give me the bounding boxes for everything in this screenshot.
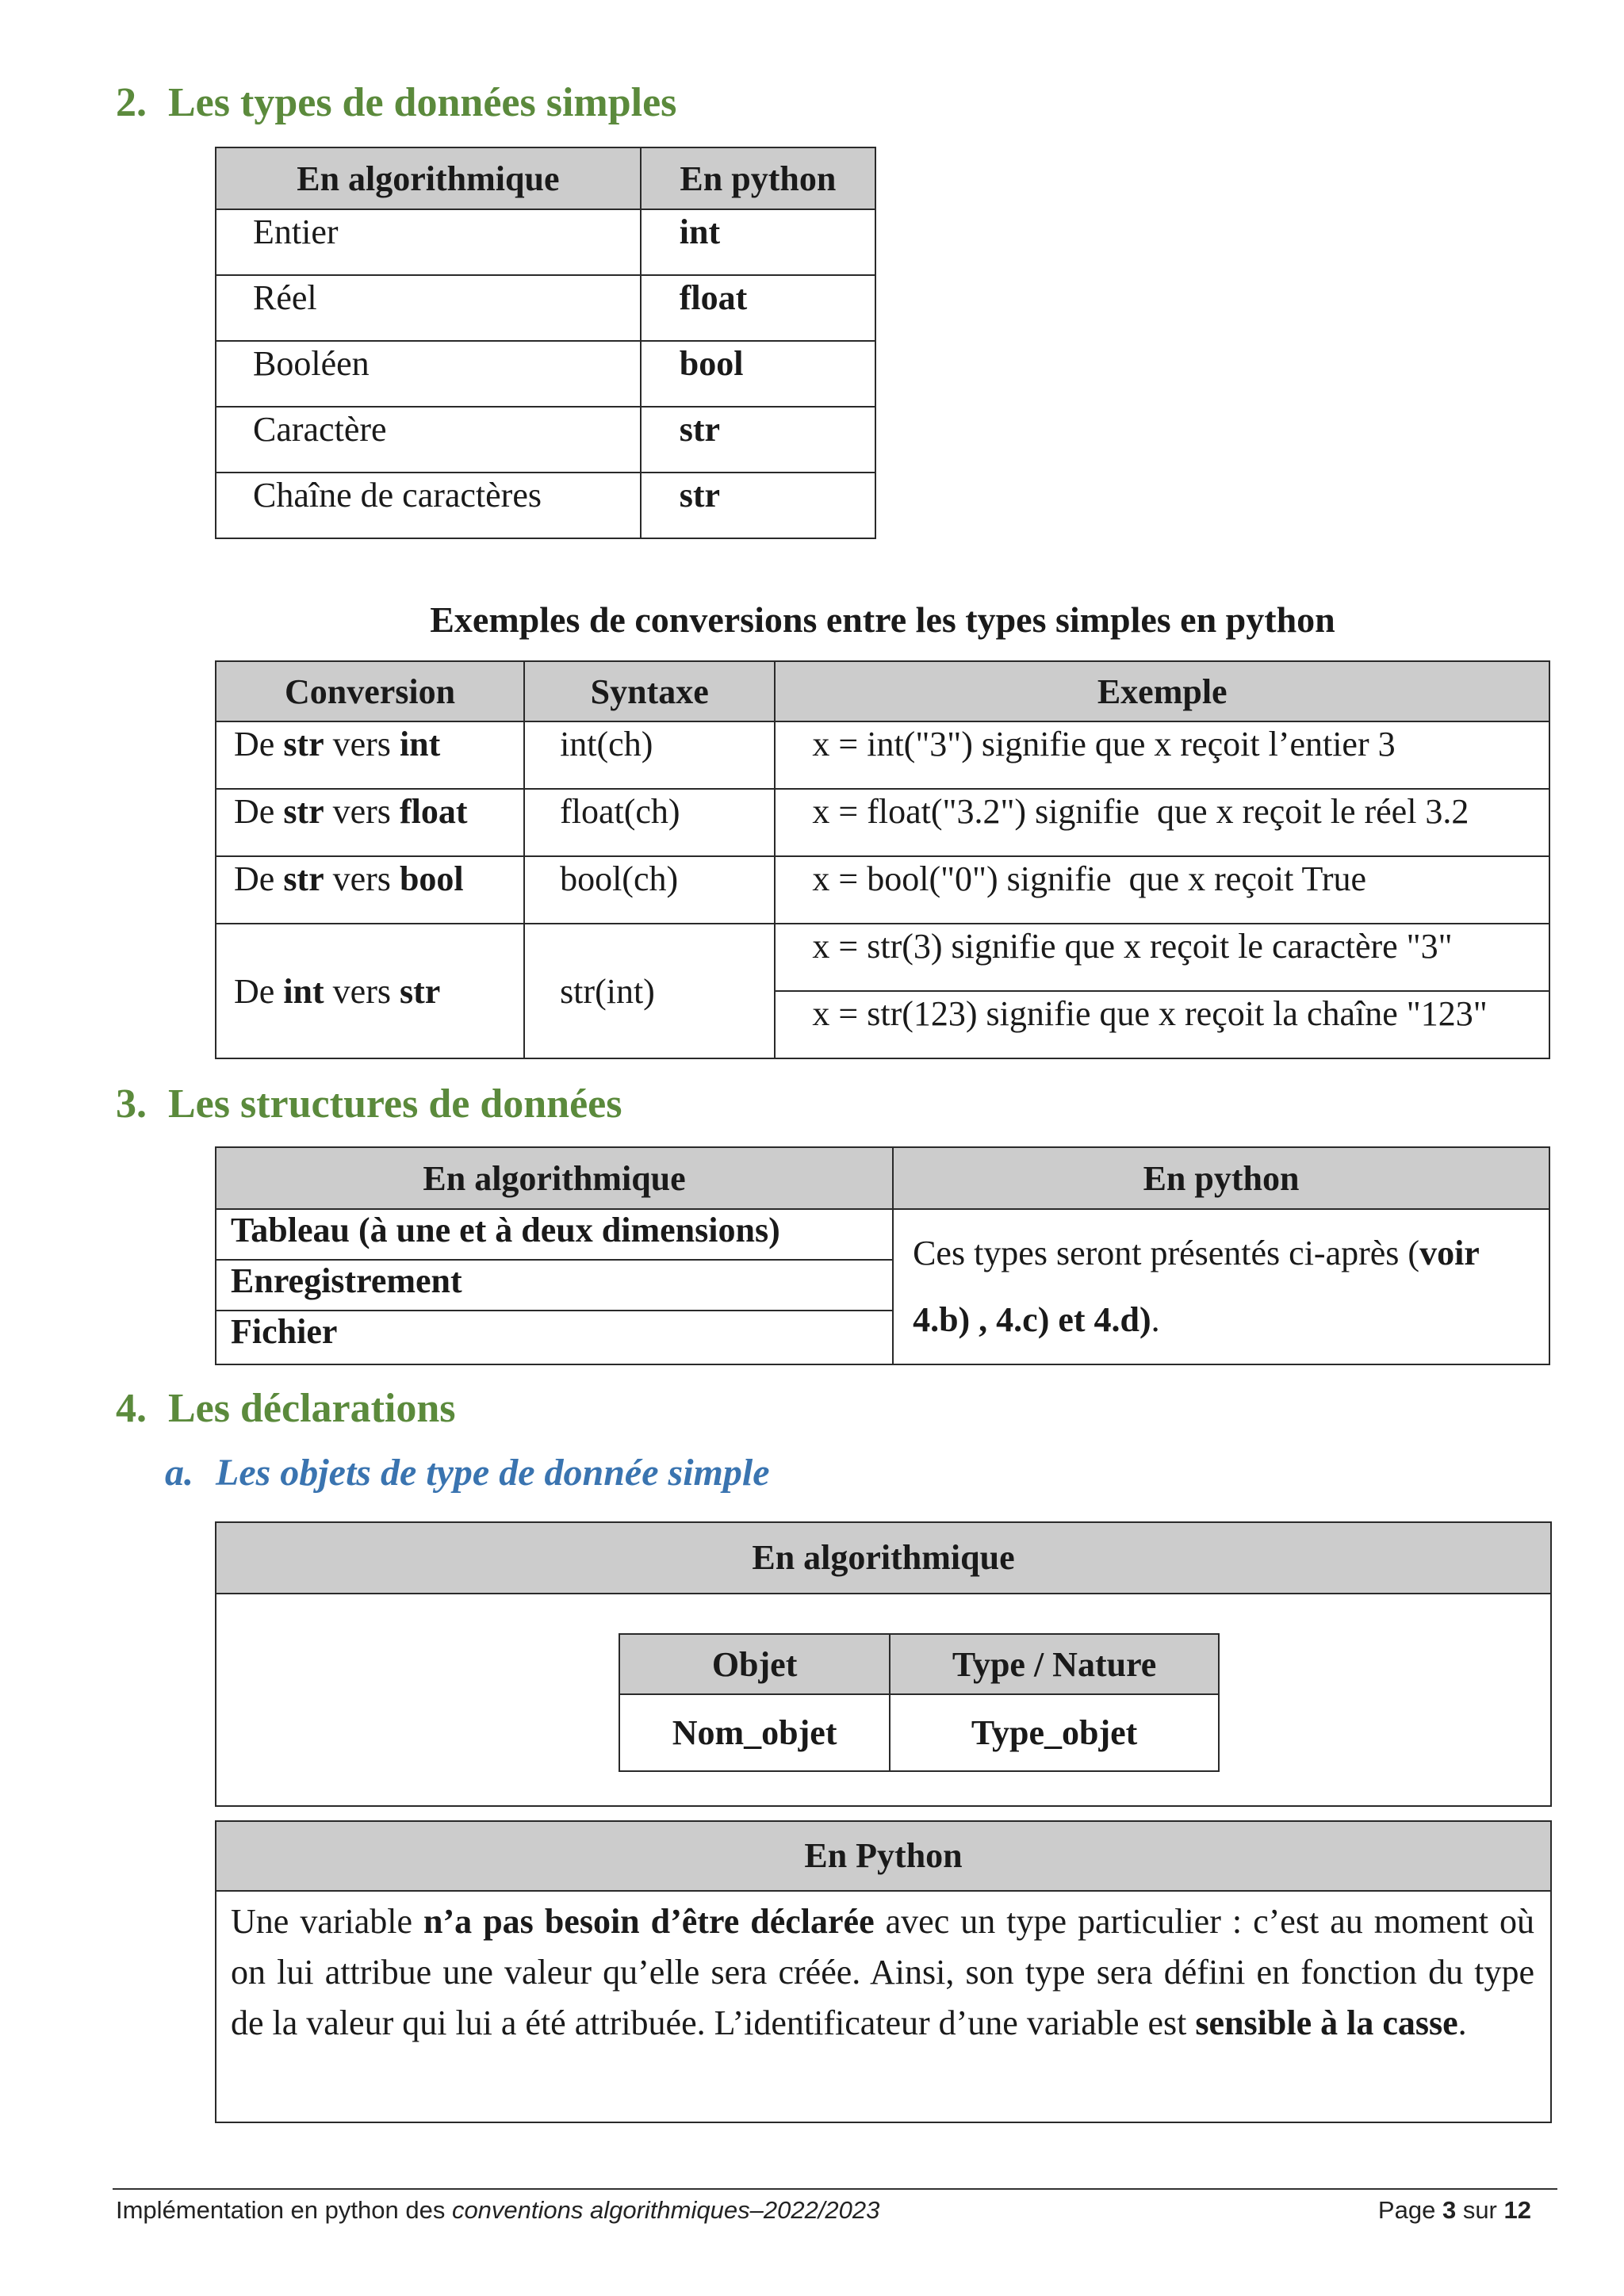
type-python: str [641, 473, 875, 538]
algo-box-header: En algorithmique [216, 1523, 1550, 1594]
word-de: De [234, 859, 275, 898]
python-box-header: En Python [216, 1822, 1550, 1892]
col-header-conversion: Conversion [216, 661, 524, 721]
type-algo: Entier [216, 209, 641, 275]
structure-item: Enregistrement [216, 1260, 893, 1311]
type-algo: Réel [216, 275, 641, 341]
col-header-object: Objet [619, 1634, 890, 1694]
section-number: 2. [116, 80, 147, 125]
word-de: De [234, 971, 275, 1011]
algo-declaration-box [215, 1521, 1552, 1807]
structure-item: Tableau (à une et à deux dimensions) [216, 1209, 893, 1260]
col-header-algo: En algorithmique [216, 147, 641, 209]
footer-divider [113, 2188, 1557, 2190]
example-cell: x = float("3.2") signifie que x reçoit le réel 3.2 [775, 789, 1549, 856]
word-vers: vers [332, 859, 391, 898]
subsection-title: Les objets de type de donnée simple [216, 1452, 770, 1494]
syntax-cell: bool(ch) [524, 856, 775, 924]
word-de: De [234, 725, 275, 763]
section-number: 4. [116, 1386, 147, 1431]
word-de: De [234, 792, 275, 831]
type-algo: Caractère [216, 407, 641, 473]
python-declaration-paragraph: Une variable n’a pas besoin d’être déclarée avec un type particulier : c’est au moment où on lui attribue une valeur qu’elle sera créée. Ainsi, son type sera défini en fonction du type de la valeur qui lui a été attribuée. L’identificateur d’une variable est sensible à la casse. [231, 1902, 1534, 2042]
syntax-cell: float(ch) [524, 789, 775, 856]
conversion-cell [216, 721, 524, 789]
syntax-cell: int(ch) [524, 721, 775, 789]
word-vers: vers [332, 725, 391, 763]
section-title: Les déclarations [168, 1386, 456, 1431]
section-3-heading [116, 1081, 622, 1127]
type-algo: Booléen [216, 341, 641, 407]
conversions-caption: Exemples de conversions entre les types simples en python [430, 599, 1335, 640]
subsection-letter: a. [165, 1452, 193, 1494]
type-from: str [283, 792, 324, 831]
structure-item: Fichier [216, 1311, 893, 1364]
conversion-cell [216, 856, 524, 924]
col-header-python: En python [893, 1147, 1549, 1209]
footer-title: Implémentation en python des conventions algorithmiques–2022/2023 [116, 2196, 880, 2224]
type-python: int [641, 209, 875, 275]
type-to: int [399, 725, 441, 763]
col-header-syntax: Syntaxe [524, 661, 775, 721]
type-from: str [283, 725, 324, 763]
simple-types-table [215, 147, 876, 539]
type-to: bool [399, 859, 464, 898]
type-from: int [283, 971, 324, 1011]
type-python: str [641, 407, 875, 473]
section-2-heading [116, 79, 676, 126]
page-number: Page 3 sur 12 [1377, 2196, 1531, 2224]
section-number: 3. [116, 1081, 147, 1127]
conversions-table [215, 660, 1550, 1059]
type-python: bool [641, 341, 875, 407]
example-cell: x = str(123) signifie que x reçoit la chaîne "123" [775, 991, 1549, 1058]
conversion-cell [216, 924, 524, 1058]
conversion-cell [216, 789, 524, 856]
example-cell: x = str(3) signifie que x reçoit le caractère "3" [775, 924, 1549, 991]
word-vers: vers [332, 792, 391, 831]
structures-python-note: Ces types seront présentés ci-après (voir 4.b) , 4.c) et 4.d). [893, 1209, 1549, 1364]
structures-table [215, 1146, 1550, 1365]
example-cell: x = int("3") signifie que x reçoit l’entier 3 [775, 721, 1549, 789]
type-to: float [399, 792, 468, 831]
section-title: Les structures de données [168, 1081, 622, 1127]
col-header-algo: En algorithmique [216, 1147, 893, 1209]
example-cell: x = bool("0") signifie que x reçoit True [775, 856, 1549, 924]
type-algo: Chaîne de caractères [216, 473, 641, 538]
word-vers: vers [332, 971, 391, 1011]
type-python: float [641, 275, 875, 341]
col-header-example: Exemple [775, 661, 1549, 721]
subsection-a-heading [165, 1451, 770, 1494]
object-type-cell: Type_objet [890, 1694, 1219, 1771]
declaration-table [619, 1633, 1220, 1772]
python-declaration-box [215, 1820, 1552, 2123]
col-header-type: Type / Nature [890, 1634, 1219, 1694]
section-4-heading [116, 1385, 456, 1432]
object-name-cell: Nom_objet [619, 1694, 890, 1771]
section-title: Les types de données simples [168, 80, 677, 125]
col-header-python: En python [641, 147, 875, 209]
type-to: str [399, 971, 441, 1011]
syntax-cell: str(int) [524, 924, 775, 1058]
type-from: str [283, 859, 324, 898]
